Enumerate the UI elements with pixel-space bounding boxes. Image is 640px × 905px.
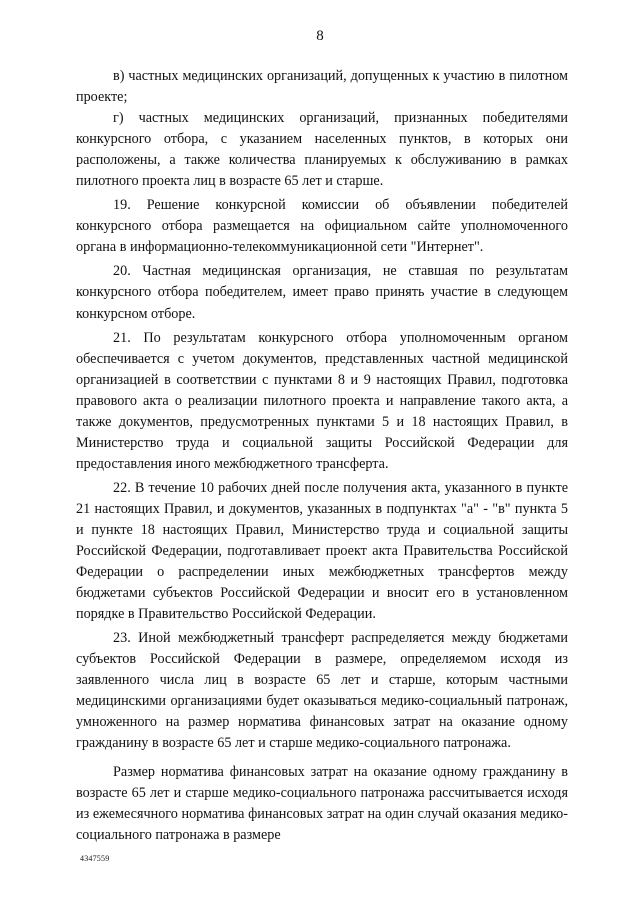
paragraph-23: 23. Иной межбюджетный трансферт распределяется между бюджетами субъектов Российской Федерации в размере, определяемом исходя из заявленного числа лиц в возрасте 65 лет и старше, которым частными медицинскими организациями будет оказываться медико-социальный патронаж, умноженного на размер норматива финансовых затрат на оказание одному гражданину в возрасте 65 лет и старше медико-социального патронажа. [76,630,568,752]
paragraph-19: 19. Решение конкурсной комиссии об объявлении победителей конкурсного отбора размещается на официальном сайте уполномоченного органа в информационно-телекоммуникационной сети "Интернет". [76,197,568,256]
document-body [76,66,568,846]
document-code: 4347559 [80,854,110,863]
paragraph-21: 21. По результатам конкурсного отбора уполномоченным органом обеспечивается с учетом документов, представленных частной медицинской организацией в соответствии с пунктами 8 и 9 настоящих Правил, подготовка правового акта о реализации пилотного проекта и направление такого акта, а также документов, предусмотренных пунктами 5 и 18 настоящих Правил, в Министерство труда и социальной защиты Российской Федерации для предоставления иного межбюджетного трансферта. [76,329,568,472]
page-number: 8 [316,28,324,44]
paragraph-20: 20. Частная медицинская организация, не ставшая по результатам конкурсного отбора победителем, имеет право принять участие в следующем конкурсном отборе. [76,263,568,322]
paragraph-norm-size: Размер норматива финансовых затрат на оказание одному гражданину в возрасте 65 лет и старше медико-социального патронажа рассчитывается исходя из ежемесячного норматива финансовых затрат на один случай оказания медико-социального патронажа в размере [76,763,568,843]
paragraph-item-g: г) частных медицинских организаций, признанных победителями конкурсного отбора, с указанием населенных пунктов, в которых они расположены, а также количества планируемых к обслуживанию в рамках пилотного проекта лиц в возрасте 65 лет и старше. [76,110,568,190]
paragraph-22: 22. В течение 10 рабочих дней после получения акта, указанного в пункте 21 настоящих Правил, и документов, указанных в подпунктах "а" - "в" пункта 5 и пункте 18 настоящих Правил, Министерство труда и социальной защиты Российской Федерации, подготавливает проект акта Правительства Российской Федерации о распределении иных межбюджетных трансфертов между бюджетами субъектов Российской Федерации и вносит его в установленном порядке в Правительство Российской Федерации. [76,479,568,623]
paragraph-item-v: в) частных медицинских организаций, допущенных к участию в пилотном проекте; [76,68,568,106]
